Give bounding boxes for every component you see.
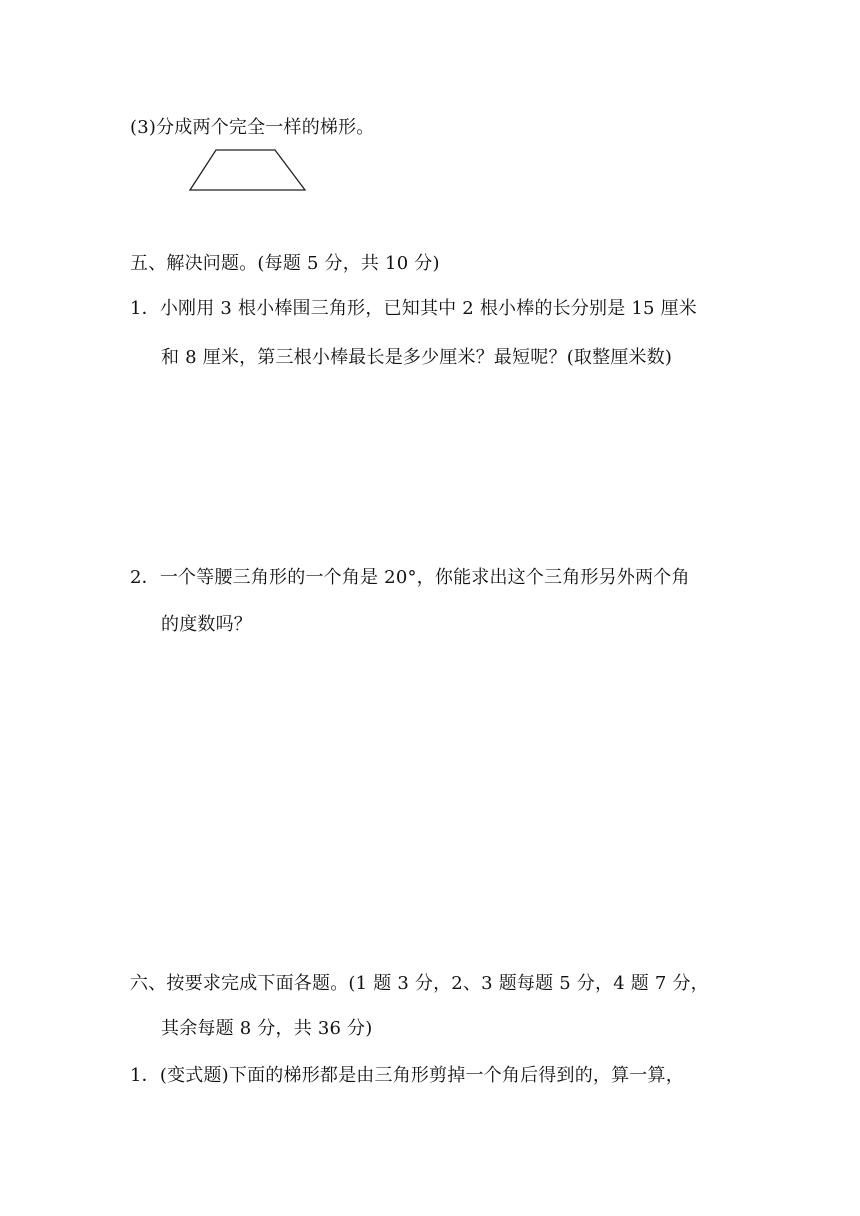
problem-5-2-line-1: 2．一个等腰三角形的一个角是 20°，你能求出这个三角形另外两个角	[130, 567, 690, 588]
problem-5-2-line-2: 的度数吗？	[161, 614, 252, 635]
trapezoid-figure	[186, 147, 310, 195]
section-5-heading: 五、解决问题。(每题 5 分，共 10 分)	[130, 253, 440, 274]
question-4-3-text: (3)分成两个完全一样的梯形。	[130, 117, 375, 138]
problem-6-1-line-1: 1．(变式题)下面的梯形都是由三角形剪掉一个角后得到的，算一算，	[130, 1065, 684, 1086]
section-6-heading-line-2: 其余每题 8 分，共 36 分)	[161, 1018, 373, 1039]
problem-5-1-line-2: 和 8 厘米，第三根小棒最长是多少厘米？最短呢？(取整厘米数)	[161, 347, 673, 368]
section-6-heading-line-1: 六、按要求完成下面各题。(1 题 3 分，2、3 题每题 5 分，4 题 7 分，	[130, 973, 709, 994]
problem-5-1-line-1: 1．小刚用 3 根小棒围三角形，已知其中 2 根小棒的长分别是 15 厘米	[130, 298, 697, 319]
